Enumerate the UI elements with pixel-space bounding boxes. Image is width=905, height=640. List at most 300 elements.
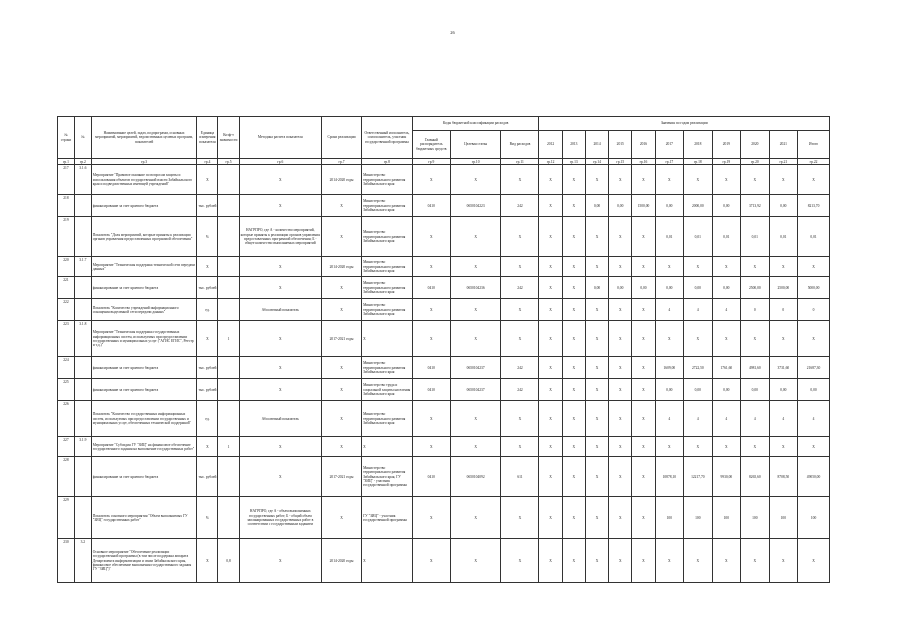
table-cell: X	[321, 401, 361, 437]
page-number: 26	[450, 30, 455, 35]
table-cell: X	[412, 401, 450, 437]
table-cell: X	[539, 195, 562, 217]
table-cell: 100	[741, 497, 770, 539]
table-cell: 4	[712, 299, 741, 321]
table-cell: X	[609, 379, 632, 401]
table-cell: X	[539, 437, 562, 457]
table-cell: 0,8	[218, 539, 239, 583]
table-cell: НАГРПРО, где А - количество мероприятий, которые приняты к реализации органов управления предоставленных программой обеспечения; Б - общее количество выполняемых мероприятий	[239, 217, 321, 257]
table-cell: 219	[58, 217, 75, 257]
table-cell: X	[562, 357, 585, 379]
table-cell: 242	[501, 277, 539, 299]
table-cell: X	[197, 165, 218, 195]
table-cell: 1	[218, 437, 239, 457]
table-cell: X	[450, 321, 501, 357]
header-year: 2015	[609, 131, 632, 159]
table-cell: X	[684, 165, 713, 195]
table-cell: X	[585, 165, 608, 195]
column-number: гр.1	[58, 159, 75, 165]
table-cell: X	[562, 195, 585, 217]
table-cell: X	[362, 539, 413, 583]
table-cell: 0,00	[655, 195, 684, 217]
table-cell: X	[321, 497, 361, 539]
table-cell: X	[632, 165, 655, 195]
header-year: 2017	[655, 131, 684, 159]
table-cell: 242	[501, 357, 539, 379]
table-cell: X	[655, 321, 684, 357]
table-cell: 0	[741, 299, 770, 321]
table-cell: 0,01	[684, 217, 713, 257]
table-cell: 8708,50	[769, 457, 798, 497]
table-row	[58, 321, 830, 357]
table-cell: X	[609, 217, 632, 257]
table-cell: 8213,70	[798, 195, 830, 217]
table-cell: Министерство территориального развития Забайкальского края	[362, 217, 413, 257]
table-cell: 218	[58, 195, 75, 217]
table-cell: %	[197, 217, 218, 257]
table-cell: 0,00	[585, 277, 608, 299]
table-cell: Показатель "Количество учреждений информационного оснащения выделенной сети передачи данных"	[91, 299, 197, 321]
table-cell: финансирование за счет краевого бюджета	[91, 379, 197, 401]
table-cell: X	[197, 257, 218, 277]
table-cell: X	[562, 539, 585, 583]
table-cell: Министерство территориального развития Забайкальского края	[362, 401, 413, 437]
table-cell: X	[450, 401, 501, 437]
table-cell: 12217,70	[684, 457, 713, 497]
table-cell: X	[712, 257, 741, 277]
table-cell: X	[585, 401, 608, 437]
table-cell: X	[450, 165, 501, 195]
table-cell: X	[655, 165, 684, 195]
table-cell	[218, 457, 239, 497]
table-cell: 3713,92	[741, 195, 770, 217]
table-cell: 0,00	[769, 379, 798, 401]
table-cell: X	[632, 299, 655, 321]
table-cell: X	[239, 257, 321, 277]
table-cell: X	[321, 277, 361, 299]
table-cell: X	[798, 257, 830, 277]
table-cell: 221	[58, 277, 75, 299]
table-cell: 223	[58, 321, 75, 357]
table-cell: 226	[58, 401, 75, 437]
table-cell: Основное мероприятие "Обеспечение реализации государственной программы (в том числе поддержка аппарата Департамента информатизации и связи Забайкальского края, финансовое обеспечение выполнения государственного задания ГУ "ЗИЦ")"	[91, 539, 197, 583]
table-cell: X	[609, 299, 632, 321]
table-cell: X	[632, 257, 655, 277]
header-coef: Коэф-т значимости	[218, 117, 239, 159]
table-cell: Министерство территориального развития Забайкальского края	[362, 195, 413, 217]
column-number: гр.9	[412, 159, 450, 165]
table-cell: 0,00	[769, 195, 798, 217]
table-cell: Показатель основного мероприятия "Объем выполняемых ГУ "ЗИЦ" государственных работ"	[91, 497, 197, 539]
table-cell: X	[562, 165, 585, 195]
column-number: гр.14	[585, 159, 608, 165]
table-cell: X	[769, 539, 798, 583]
table-cell: 2017-2021 годы	[321, 457, 361, 497]
table-cell: 0410	[412, 379, 450, 401]
table-cell: X	[562, 379, 585, 401]
table-cell: 0,00	[741, 379, 770, 401]
table-cell: X	[239, 539, 321, 583]
table-cell: X	[609, 321, 632, 357]
table-cell: X	[585, 457, 608, 497]
table-cell: X	[412, 257, 450, 277]
table-cell: X	[632, 217, 655, 257]
header-year: 2019	[712, 131, 741, 159]
table-cell: X	[412, 217, 450, 257]
table-cell: X	[798, 539, 830, 583]
table-cell: 10878,10	[655, 457, 684, 497]
table-cell: X	[609, 165, 632, 195]
table-cell: 0410	[412, 357, 450, 379]
table-cell: 0410	[412, 195, 450, 217]
table-cell: X	[412, 539, 450, 583]
table-cell: 228	[58, 457, 75, 497]
table-cell: 2500,00	[769, 277, 798, 299]
table-cell: X	[655, 257, 684, 277]
table-cell	[218, 299, 239, 321]
header-name: Наименование целей, задач, подпрограмм, основных мероприятий, мероприятий, ведомственных целевых программ, показателей	[91, 117, 197, 159]
table-cell: X	[712, 321, 741, 357]
table-cell: X	[609, 497, 632, 539]
table-cell: X	[239, 277, 321, 299]
table-cell	[218, 195, 239, 217]
table-cell: X	[632, 401, 655, 437]
table-cell	[218, 277, 239, 299]
table-cell: X	[609, 257, 632, 277]
table-cell: 2014-2020 годы	[321, 539, 361, 583]
table-cell: тыс. рублей	[197, 457, 218, 497]
table-cell: X	[562, 321, 585, 357]
table-cell: 3.1.8	[74, 321, 91, 357]
table-cell: 1	[218, 321, 239, 357]
table-cell: X	[501, 217, 539, 257]
table-cell: 0,01	[712, 217, 741, 257]
table-cell: 2017-2021 годы	[321, 321, 361, 357]
table-cell: 0,01	[741, 217, 770, 257]
table-cell: X	[450, 497, 501, 539]
table-cell: X	[562, 277, 585, 299]
column-number: гр.10	[450, 159, 501, 165]
table-cell: 100	[684, 497, 713, 539]
table-cell: X	[632, 379, 655, 401]
table-cell: 2722,50	[684, 357, 713, 379]
table-row	[58, 401, 830, 437]
table-cell: X	[712, 539, 741, 583]
table-cell: 0410	[412, 457, 450, 497]
table-cell: X	[321, 357, 361, 379]
table-cell: 227	[58, 437, 75, 457]
table-cell: X	[450, 539, 501, 583]
table-cell: тыс. рублей	[197, 357, 218, 379]
header-year: 2021	[769, 131, 798, 159]
table-cell: X	[609, 539, 632, 583]
table-cell: X	[632, 437, 655, 457]
table-cell: X	[539, 217, 562, 257]
table-cell: X	[539, 497, 562, 539]
table-cell: Министерство территориального развития Забайкальского края, ГУ "ЗИЦ" - участник государственной программы	[362, 457, 413, 497]
table-cell: 217	[58, 165, 75, 195]
table-cell: 4	[655, 299, 684, 321]
header-term: Сроки реализации	[321, 117, 361, 159]
table-cell: X	[450, 217, 501, 257]
table-row	[58, 217, 830, 257]
table-cell: ГУ "ЗИЦ" - участник государственной программы	[362, 497, 413, 539]
table-cell: X	[501, 437, 539, 457]
table-cell: 4	[655, 401, 684, 437]
header-year: 2014	[585, 131, 608, 159]
table-cell: X	[609, 437, 632, 457]
table-cell: 0,00	[585, 195, 608, 217]
table-cell: финансирование за счет краевого бюджета	[91, 357, 197, 379]
table-cell: 9930,00	[712, 457, 741, 497]
table-cell: X	[585, 437, 608, 457]
table-cell: 1761,60	[712, 357, 741, 379]
table-cell: X	[501, 497, 539, 539]
table-cell: Мероприятие "Правовое оказание по вопросам защиты и использования объектов государственной власти Забайкальского края и подведомственных имеющей учреждений"	[91, 165, 197, 195]
column-number: гр.12	[539, 159, 562, 165]
table-cell: 0,00	[655, 277, 684, 299]
table-row	[58, 195, 830, 217]
header-bk-vr: Вид расходов	[501, 131, 539, 159]
table-cell: 225	[58, 379, 75, 401]
table-cell: X	[741, 165, 770, 195]
table-cell: X	[769, 321, 798, 357]
table-cell: X	[539, 379, 562, 401]
table-cell: X	[239, 357, 321, 379]
table-cell: 0650104223	[450, 195, 501, 217]
table-cell: Показатель "Количество государственных информационных систем, используемых при предоставлении государственных и муниципальных услуг, обеспеченных технической поддержкой"	[91, 401, 197, 437]
table-cell: X	[539, 401, 562, 437]
table-cell: 0,00	[684, 277, 713, 299]
table-cell: 2014-2020 годы	[321, 257, 361, 277]
table-cell: X	[632, 357, 655, 379]
table-cell: 224	[58, 357, 75, 379]
table-cell	[74, 457, 91, 497]
table-cell: %	[197, 497, 218, 539]
table-cell: 1500,00	[632, 195, 655, 217]
header-bk-gr: Главный распорядитель бюджетных средств	[412, 131, 450, 159]
table-cell: 4	[741, 401, 770, 437]
table-cell: X	[684, 321, 713, 357]
table-row	[58, 299, 830, 321]
table-cell: X	[412, 165, 450, 195]
table-cell: X	[684, 257, 713, 277]
table-cell: X	[798, 321, 830, 357]
table-cell: 0	[798, 299, 830, 321]
table-cell	[74, 299, 91, 321]
table-cell: X	[769, 437, 798, 457]
table-cell: X	[197, 437, 218, 457]
table-cell: X	[539, 321, 562, 357]
table-cell: X	[562, 299, 585, 321]
table-cell: X	[562, 401, 585, 437]
table-cell: X	[562, 257, 585, 277]
table-cell: X	[412, 497, 450, 539]
table-cell: тыс. рублей	[197, 277, 218, 299]
table-cell: X	[539, 165, 562, 195]
table-cell: X	[609, 457, 632, 497]
column-number: гр.5	[218, 159, 239, 165]
table-cell: Мероприятие "Техническая поддержка государственных информационных систем, используемых при предоставлении государственных и муниципальных услуг ("АГИС ЕГИС", Реестр и т.д.)"	[91, 321, 197, 357]
table-cell: 100	[655, 497, 684, 539]
table-cell: 0,00	[684, 379, 713, 401]
table-cell: 4981,60	[741, 357, 770, 379]
table-cell: 0,00	[712, 195, 741, 217]
table-cell: X	[741, 539, 770, 583]
column-number: гр.2	[74, 159, 91, 165]
table-cell: НАГРПРО, где А - объем выполненных государственных работ; Б - общий объем запланированных государственных работ в соответствии с государственным заданием	[239, 497, 321, 539]
column-number: гр.16	[632, 159, 655, 165]
table-cell: X	[741, 437, 770, 457]
column-number: гр.3	[91, 159, 197, 165]
table-cell: X	[539, 257, 562, 277]
table-cell: X	[562, 457, 585, 497]
table-cell: X	[562, 497, 585, 539]
table-row	[58, 165, 830, 195]
table-cell: X	[501, 539, 539, 583]
table-cell: 4	[684, 401, 713, 437]
table-cell: 0,00	[609, 195, 632, 217]
table-cell	[218, 217, 239, 257]
table-cell: X	[585, 357, 608, 379]
table-cell: X	[239, 165, 321, 195]
table-cell	[74, 277, 91, 299]
table-row	[58, 277, 830, 299]
table-cell: Мероприятие "Субсидия ГУ "ЗИЦ" на финансовое обеспечение государственного задания на выполнение государственных работ"	[91, 437, 197, 457]
table-cell: 0,00	[655, 379, 684, 401]
header-year: 2013	[562, 131, 585, 159]
program-table	[57, 116, 830, 583]
column-number: гр.17	[655, 159, 684, 165]
table-cell: 3.1.6	[74, 165, 91, 195]
header-year: 2016	[632, 131, 655, 159]
table-cell: 0,01	[769, 217, 798, 257]
table-cell: 3731,60	[769, 357, 798, 379]
table-cell: 0,00	[712, 379, 741, 401]
table-cell: X	[239, 195, 321, 217]
table-cell	[218, 401, 239, 437]
table-cell: X	[769, 165, 798, 195]
table-cell: 3.2	[74, 539, 91, 583]
header-total: Итого	[798, 131, 830, 159]
header-method: Методика расчета показателя	[239, 117, 321, 159]
table-cell: X	[539, 457, 562, 497]
table-cell: X	[585, 497, 608, 539]
table-cell: X	[412, 437, 450, 457]
table-cell: 3.1.7	[74, 257, 91, 277]
table-cell: 0,00	[609, 277, 632, 299]
table-cell: X	[632, 539, 655, 583]
header-unit: Единица измерения показателя	[197, 117, 218, 159]
table-cell: X	[609, 357, 632, 379]
table-cell: X	[684, 539, 713, 583]
table-cell: Министерство территориального развития Забайкальского края	[362, 165, 413, 195]
table-cell	[74, 497, 91, 539]
table-cell: X	[501, 165, 539, 195]
column-number: гр.18	[684, 159, 713, 165]
table-cell	[218, 357, 239, 379]
table-cell: X	[239, 457, 321, 497]
table-cell: 220	[58, 257, 75, 277]
table-row	[58, 357, 830, 379]
table-cell: X	[539, 539, 562, 583]
column-number: гр.4	[197, 159, 218, 165]
header-year: 2012	[539, 131, 562, 159]
table-cell: X	[412, 299, 450, 321]
table-cell	[74, 217, 91, 257]
table-cell: 0650104237	[450, 357, 501, 379]
table-cell: X	[362, 321, 413, 357]
table-cell: X	[321, 379, 361, 401]
table-cell: 0650104236	[450, 277, 501, 299]
table-cell: X	[197, 539, 218, 583]
table-cell: финансирование за счет краевого бюджета	[91, 457, 197, 497]
header-year: 2018	[684, 131, 713, 159]
table-cell: X	[501, 257, 539, 277]
table-cell: 0,01	[655, 217, 684, 257]
table-cell: X	[239, 379, 321, 401]
table-row	[58, 379, 830, 401]
table-cell: X	[501, 321, 539, 357]
table-cell: X	[585, 321, 608, 357]
table-cell: 8265,60	[741, 457, 770, 497]
table-cell: 2014-2020 годы	[321, 165, 361, 195]
table-cell: X	[684, 437, 713, 457]
table-cell: 21687,30	[798, 357, 830, 379]
table-row	[58, 437, 830, 457]
table-cell: X	[539, 357, 562, 379]
column-number: гр.8	[362, 159, 413, 165]
table-cell: ед.	[197, 401, 218, 437]
table-cell: X	[539, 299, 562, 321]
table-cell: финансирование за счет краевого бюджета	[91, 277, 197, 299]
table-cell	[218, 379, 239, 401]
header-responsible: Ответственный исполнитель, соисполнитель, участник государственной программы	[362, 117, 413, 159]
table-cell: X	[412, 321, 450, 357]
table-cell: X	[362, 437, 413, 457]
table-cell: 0,00	[632, 277, 655, 299]
column-number: гр.21	[769, 159, 798, 165]
header-bk-cs: Целевая статья	[450, 131, 501, 159]
table-cell: X	[632, 497, 655, 539]
table-cell: 0,00	[798, 379, 830, 401]
table-cell	[218, 165, 239, 195]
table-cell	[218, 257, 239, 277]
table-cell	[74, 401, 91, 437]
table-cell: X	[539, 277, 562, 299]
table-cell: 2000,00	[684, 195, 713, 217]
table-cell: X	[239, 437, 321, 457]
table-cell: 229	[58, 497, 75, 539]
table-cell: X	[450, 437, 501, 457]
table-cell: X	[632, 321, 655, 357]
table-cell: 4	[769, 401, 798, 437]
table-cell: X	[562, 437, 585, 457]
table-cell: Показатель "Доля мероприятий, которые приняты к реализации органов управления предоставленных программой обеспечения"	[91, 217, 197, 257]
table-cell: X	[239, 321, 321, 357]
table-cell: X	[632, 457, 655, 497]
column-number: гр.6	[239, 159, 321, 165]
table-cell: X	[741, 321, 770, 357]
table-cell: X	[655, 437, 684, 457]
table-cell: 2500,00	[741, 277, 770, 299]
table-cell: X	[655, 539, 684, 583]
table-cell: 100	[798, 497, 830, 539]
table-cell: тыс. рублей	[197, 195, 218, 217]
table-cell: 0650104092	[450, 457, 501, 497]
table-cell: Мероприятие "Техническая поддержка технической сети передачи данных"	[91, 257, 197, 277]
table-cell: X	[585, 539, 608, 583]
